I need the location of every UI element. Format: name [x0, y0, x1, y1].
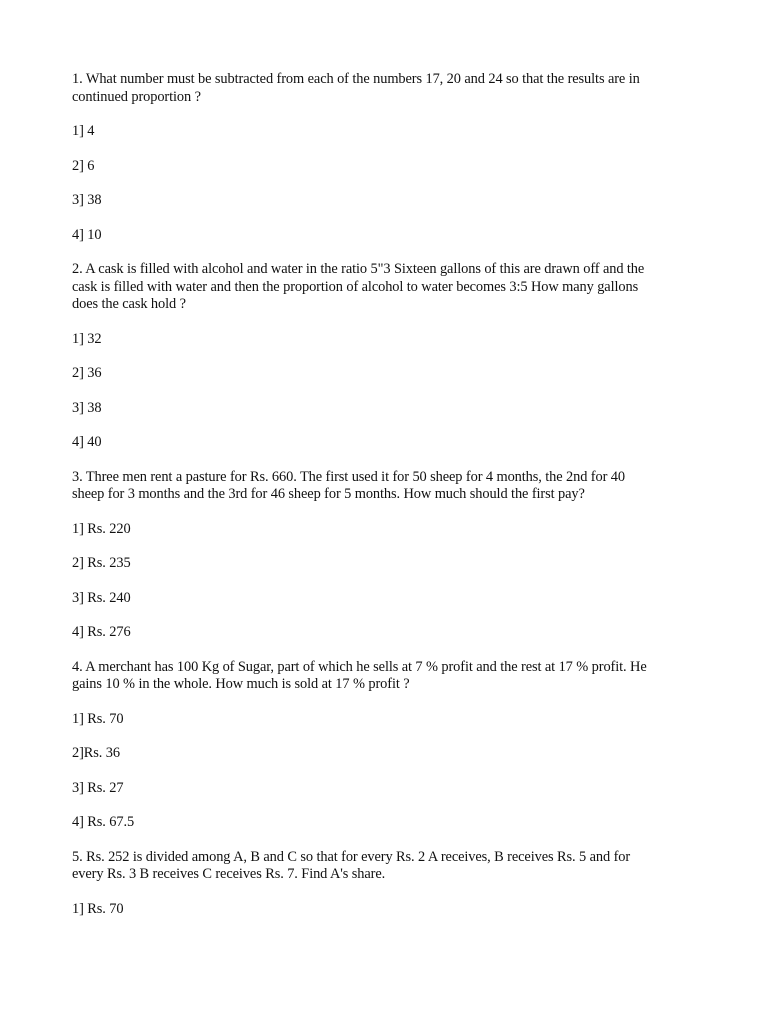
question-block [72, 849, 652, 919]
answer-option: 1] 32 [72, 330, 102, 347]
question-text: 5. Rs. 252 is divided among A, B and C so that for every Rs. 2 A receives, B receives Rs. 5 and for every Rs. 3 B receives C receives Rs. 7. Find A's share. [72, 848, 631, 882]
answer-option: 2] 36 [72, 365, 102, 381]
answer-option: 3] 38 [72, 192, 102, 208]
question-block [72, 469, 652, 642]
answer-option: 2] 6 [72, 157, 95, 174]
answer-option: 4] 10 [72, 226, 102, 243]
question-text: 1. What number must be subtracted from each of the numbers 17, 20 and 24 so that the results are in continued proportion ? [72, 71, 640, 105]
answer-option: 3] Rs. 27 [72, 779, 124, 796]
question-text: 2. A cask is filled with alcohol and water in the ratio 5"3 Sixteen gallons of this are drawn off and the cask is filled with water and then the proportion of alcohol to water becomes 3:5 How many gallons does the cask hold ? [72, 261, 645, 312]
answer-option: 2]Rs. 36 [72, 745, 120, 761]
question-text: 3. Three men rent a pasture for Rs. 660. The first used it for 50 sheep for 4 months, the 2nd for 40 sheep for 3 months and the 3rd for 46 sheep for 5 months. How much should the first pay? [72, 468, 625, 502]
answer-option: 2] Rs. 235 [72, 555, 131, 571]
answer-option: 3] Rs. 240 [72, 589, 131, 606]
answer-option: 4] Rs. 276 [72, 624, 131, 640]
answer-option: 1] Rs. 220 [72, 520, 131, 537]
question-block [72, 659, 652, 832]
answer-option: 1] 4 [72, 123, 95, 139]
answer-option: 3] 38 [72, 399, 102, 416]
question-list [72, 71, 652, 935]
answer-option: 1] Rs. 70 [72, 710, 124, 727]
question-block [72, 71, 652, 244]
answer-option: 4] Rs. 67.5 [72, 814, 135, 830]
question-text: 4. A merchant has 100 Kg of Sugar, part of which he sells at 7 % profit and the rest at 17 % profit. He gains 10 % in the whole. How much is sold at 17 % profit ? [72, 658, 647, 692]
question-block [72, 261, 652, 452]
answer-option: 4] 40 [72, 434, 102, 450]
answer-option: 1] Rs. 70 [72, 900, 124, 917]
